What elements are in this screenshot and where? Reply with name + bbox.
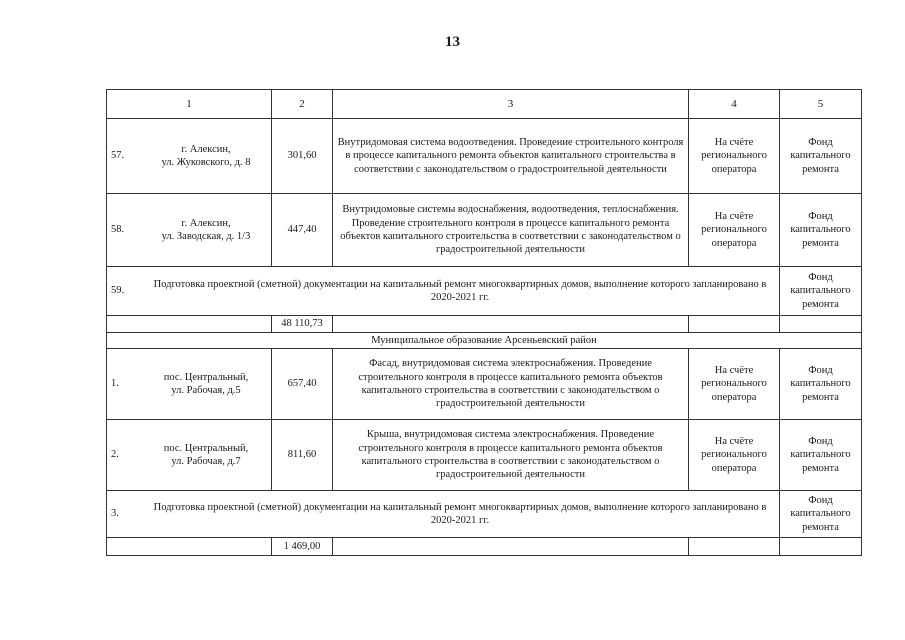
address: г. Алексин, ул. Жуковского, д. 8 <box>161 143 251 168</box>
address-cell <box>107 420 272 491</box>
empty-cell <box>107 538 272 556</box>
address-cell <box>107 194 272 267</box>
description-cell: Внутридомовая система водоотведения. Проведение строительного контроля в процессе капитального ремонта объектов капитального строительства в соответствии с законодательством о градостроительной деятельности <box>333 119 689 194</box>
row-number: 1. <box>111 378 119 390</box>
column-header: 2 <box>272 90 333 119</box>
empty-cell <box>689 538 780 556</box>
row-number: 3. <box>111 508 119 520</box>
address: пос. Центральный, ул. Рабочая, д.5 <box>163 371 249 396</box>
area-cell: 657,40 <box>272 349 333 420</box>
source-cell: Фонд капитального ремонта <box>780 194 862 267</box>
source-cell: Фонд капитального ремонта <box>780 267 862 316</box>
account-cell: На счёте регионального оператора <box>689 420 780 491</box>
design-docs-text: Подготовка проектной (сметной) документации на капитальный ремонт многоквартирных домов, выполнение которого запланировано в 2020-2021 гг. <box>153 278 767 303</box>
account-cell: На счёте регионального оператора <box>689 194 780 267</box>
table-row <box>107 194 862 267</box>
column-header: 4 <box>689 90 780 119</box>
address: г. Алексин, ул. Заводская, д. 1/3 <box>161 217 251 242</box>
row-number: 2. <box>111 449 119 461</box>
total-row <box>107 316 862 333</box>
source-cell: Фонд капитального ремонта <box>780 491 862 538</box>
empty-cell <box>780 316 862 333</box>
empty-cell <box>780 538 862 556</box>
column-header: 3 <box>333 90 689 119</box>
address-cell <box>107 349 272 420</box>
row-number: 57. <box>111 150 125 162</box>
account-cell: На счёте регионального оператора <box>689 119 780 194</box>
table-row <box>107 349 862 420</box>
total-row <box>107 538 862 556</box>
empty-cell <box>333 316 689 333</box>
table-row <box>107 420 862 491</box>
row-number: 58. <box>111 224 125 236</box>
table-row <box>107 267 862 316</box>
source-cell: Фонд капитального ремонта <box>780 420 862 491</box>
account-cell: На счёте регионального оператора <box>689 349 780 420</box>
source-cell: Фонд капитального ремонта <box>780 119 862 194</box>
column-header: 5 <box>780 90 862 119</box>
address-cell <box>107 119 272 194</box>
area-cell: 301,60 <box>272 119 333 194</box>
column-header: 1 <box>107 90 272 119</box>
description-cell: Внутридомовые системы водоснабжения, водоотведения, теплоснабжения. Проведение строительного контроля в процессе капитального ремонта объектов капитального строительства в соответствии с законодательством о градостроительной деятельности <box>333 194 689 267</box>
source-cell: Фонд капитального ремонта <box>780 349 862 420</box>
area-cell: 447,40 <box>272 194 333 267</box>
design-docs-text: Подготовка проектной (сметной) документации на капитальный ремонт многоквартирных домов, выполнение которого запланировано в 2020-2021 гг. <box>153 501 767 526</box>
description-cell: Крыша, внутридомовая система электроснабжения. Проведение строительного контроля в процессе капитального ремонта объектов капитального строительства в соответствии с законодательством о градостроительной деятельности <box>333 420 689 491</box>
table-row <box>107 491 862 538</box>
page-number: 13 <box>445 34 460 50</box>
total-value: 48 110,73 <box>272 316 333 333</box>
municipality-heading: Муниципальное образование Арсеньевский район <box>107 333 862 349</box>
description-cell: Фасад, внутридомовая система электроснабжения. Проведение строительного контроля в процессе капитального ремонта объектов капитального строительства в соответствии с законодательством о градостроительной деятельности <box>333 349 689 420</box>
address: пос. Центральный, ул. Рабочая, д.7 <box>163 442 249 467</box>
area-cell: 811,60 <box>272 420 333 491</box>
design-docs-cell <box>107 267 780 316</box>
empty-cell <box>333 538 689 556</box>
table-header-row <box>107 90 862 119</box>
total-value: 1 469,00 <box>272 538 333 556</box>
table-row <box>107 119 862 194</box>
empty-cell <box>107 316 272 333</box>
design-docs-cell <box>107 491 780 538</box>
row-number: 59. <box>111 285 125 297</box>
municipality-row <box>107 333 862 349</box>
repair-plan-table <box>106 89 862 556</box>
empty-cell <box>689 316 780 333</box>
